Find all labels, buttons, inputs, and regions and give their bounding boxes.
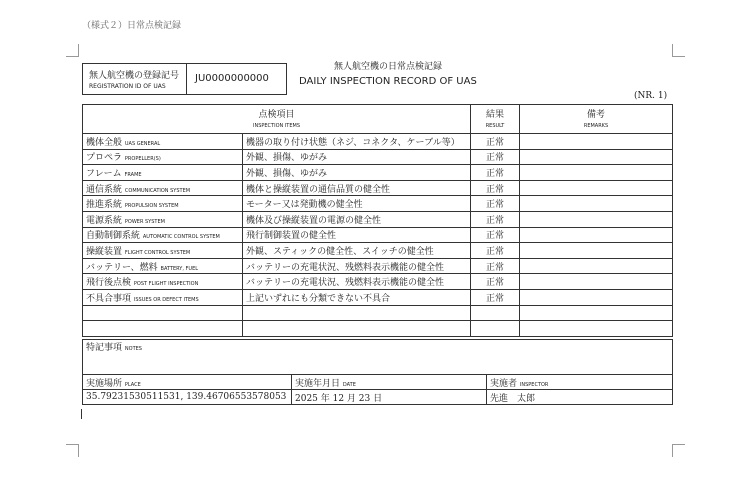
crop-mark-top-right [672, 44, 685, 57]
crop-mark-bottom-right [672, 444, 685, 457]
row-result[interactable]: 正常 [471, 227, 520, 243]
row-remarks[interactable] [520, 134, 673, 150]
header-items: 点検項目 INSPECTION ITEMS [83, 105, 471, 134]
registration-label-en: REGISTRATION ID OF UAS [89, 83, 166, 90]
notes-cell[interactable] [83, 340, 673, 375]
date-label-cell: 実施年月日 DATE [292, 375, 487, 390]
row-item: 機器の取り付け状態（ネジ、コネクタ、ケーブル等） [243, 134, 471, 150]
row-item: 外観、損傷、ゆがみ [243, 149, 471, 165]
table-row [83, 243, 673, 259]
text-cursor [81, 409, 82, 419]
row-result[interactable]: 正常 [471, 180, 520, 196]
row-item: 外観、スティックの健全性、スイッチの健全性 [243, 243, 471, 259]
row-remarks[interactable] [520, 165, 673, 181]
table-row [83, 211, 673, 227]
row-result[interactable]: 正常 [471, 134, 520, 150]
row-remarks[interactable] [520, 196, 673, 212]
row-category: バッテリー、燃料 BATTERY, FUEL [83, 258, 243, 274]
row-category: 操縦装置 FLIGHT CONTROL SYSTEM [83, 243, 243, 259]
row-result[interactable]: 正常 [471, 289, 520, 305]
row-item: バッテリーの充電状況、残燃料表示機能の健全性 [243, 274, 471, 290]
row-result[interactable] [471, 321, 520, 337]
row-result[interactable]: 正常 [471, 196, 520, 212]
table-row [83, 180, 673, 196]
row-item [243, 305, 471, 321]
table-header-row [83, 105, 673, 134]
row-category: 自動制御系統 AUTOMATIC CONTROL SYSTEM [83, 227, 243, 243]
row-result[interactable]: 正常 [471, 165, 520, 181]
place-label-cell: 実施場所 PLACE [83, 375, 292, 390]
table-row [83, 196, 673, 212]
row-item: 外観、損傷、ゆがみ [243, 165, 471, 181]
row-item: 飛行制御装置の健全性 [243, 227, 471, 243]
row-remarks[interactable] [520, 289, 673, 305]
row-remarks[interactable] [520, 149, 673, 165]
row-category [83, 321, 243, 337]
crop-mark-top-left [66, 44, 79, 57]
inspection-table [82, 104, 673, 337]
row-result[interactable]: 正常 [471, 211, 520, 227]
title-ja: 無人航空機の日常点検記録 [334, 62, 443, 72]
table-row [83, 289, 673, 305]
row-remarks[interactable] [520, 227, 673, 243]
row-item [243, 321, 471, 337]
row-category: フレーム FRAME [83, 165, 243, 181]
header-result: 結果 RESULT [471, 105, 520, 134]
row-category: 不具合事項 ISSUES OR DEFECT ITEMS [83, 289, 243, 305]
header-remarks: 備考 REMARKS [520, 105, 673, 134]
row-remarks[interactable] [520, 180, 673, 196]
row-remarks[interactable] [520, 321, 673, 337]
row-result[interactable]: 正常 [471, 149, 520, 165]
row-result[interactable] [471, 305, 520, 321]
form-label: （様式２）日常点検記録 [82, 21, 182, 31]
row-result[interactable]: 正常 [471, 243, 520, 259]
date-value[interactable]: 2025 年 12 月 23 日 [292, 390, 487, 405]
table-row [83, 165, 673, 181]
row-remarks[interactable] [520, 243, 673, 259]
notes-label-ja: 特記事項 [86, 343, 123, 353]
row-category: 推進系統 PROPULSION SYSTEM [83, 196, 243, 212]
footer-table [82, 339, 673, 405]
row-category [83, 305, 243, 321]
row-result[interactable]: 正常 [471, 258, 520, 274]
row-item: モーター又は発動機の健全性 [243, 196, 471, 212]
row-category: 機体全般 UAS GENERAL [83, 134, 243, 150]
inspector-label-cell: 実施者 INSPECTOR [487, 375, 673, 390]
row-result[interactable]: 正常 [471, 274, 520, 290]
registration-label-ja: 無人航空機の登録記号 [89, 71, 180, 81]
row-item: 機体と操縦装置の通信品質の健全性 [243, 180, 471, 196]
row-remarks[interactable] [520, 258, 673, 274]
table-row [83, 258, 673, 274]
registration-box [82, 63, 287, 95]
row-category: 電源系統 POWER SYSTEM [83, 211, 243, 227]
table-row [83, 149, 673, 165]
row-item: 上記いずれにも分類できない不具合 [243, 289, 471, 305]
table-row [83, 321, 673, 337]
row-item: バッテリーの充電状況、残燃料表示機能の健全性 [243, 258, 471, 274]
title-en: DAILY INSPECTION RECORD OF UAS [299, 76, 477, 87]
row-remarks[interactable] [520, 274, 673, 290]
table-row [83, 274, 673, 290]
row-category: プロペラ PROPELLER(S) [83, 149, 243, 165]
crop-mark-bottom-left [66, 444, 79, 457]
record-number: (NR. 1) [634, 91, 668, 101]
place-value[interactable]: 35.79231530511531, 139.46706553578053 [83, 390, 292, 405]
registration-id-value[interactable]: JU0000000000 [195, 73, 269, 84]
row-remarks[interactable] [520, 305, 673, 321]
table-row [83, 227, 673, 243]
inspector-value[interactable]: 先進 太郎 [487, 390, 673, 405]
row-item: 機体及び操縦装置の電源の健全性 [243, 211, 471, 227]
row-remarks[interactable] [520, 211, 673, 227]
row-category: 通信系統 COMMUNICATION SYSTEM [83, 180, 243, 196]
row-category: 飛行後点検 POST FLIGHT INSPECTION [83, 274, 243, 290]
table-row [83, 305, 673, 321]
notes-label-en: NOTES [124, 346, 142, 352]
table-row [83, 134, 673, 150]
